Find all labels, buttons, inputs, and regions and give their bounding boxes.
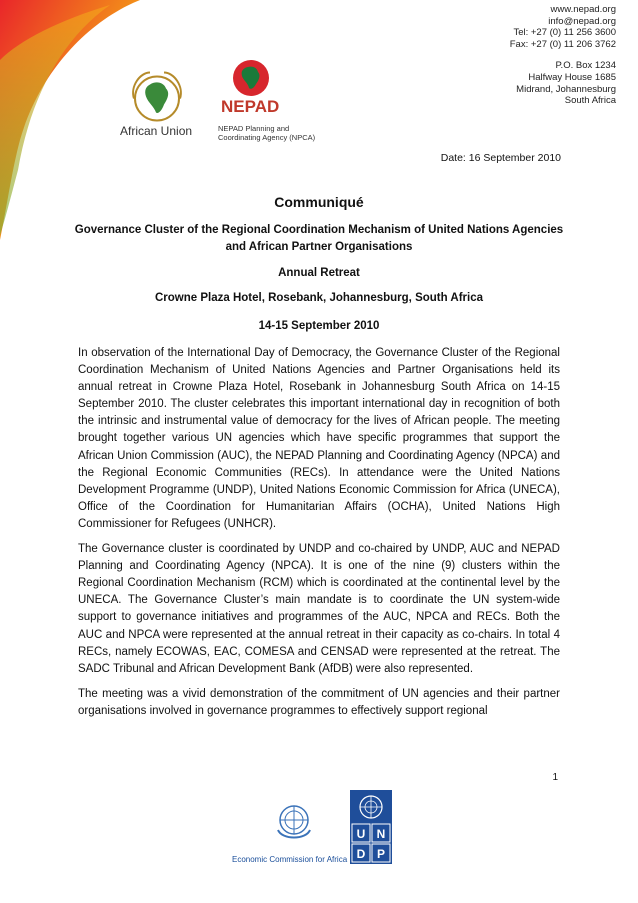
event-dates: 14-15 September 2010 (258, 320, 380, 332)
page-number: 1 (552, 772, 558, 783)
nepad-title: NEPAD (221, 97, 280, 116)
telephone: Tel: +27 (0) 11 256 3600 (513, 27, 616, 39)
event-venue: Crowne Plaza Hotel, Rosebank, Johannesburg, South Africa (154, 292, 484, 304)
undp-letter-d: D (356, 847, 366, 861)
po-box: P.O. Box 1234 (555, 60, 616, 72)
paragraph-2: The Governance cluster is coordinated by UNDP and co-chaired by UNDP, AUC and NEPAD Planning and Coordinating Agency (NPCA). It is one of the nine (9) clusters within the Regional Coordination Mechanism (RCM) which is coordinated at the continental level by the UNECA. The Governance Cluster’s main mandate is to coordinate the UN system-wide support to governance initiatives and programmes of the AUC, NPCA and RECs. Both the AUC and NPCA were represented at the annual retreat in their capacity as co-chairs. In total 4 RECs, namely ECOWAS, EAC, COMESA and CENSAD were represented at the retreat. The SADC Tribunal and African Development Bank (AfDB) were also represented. (78, 543, 560, 675)
undp-letter-u: U (356, 827, 366, 841)
address-line-1: Halfway House 1685 (528, 71, 616, 83)
address-line-2: Midrand, Johannesburg (516, 83, 616, 95)
paragraph-1: In observation of the International Day of Democracy, the Governance Cluster of the Regional Coordination Mechanism of United Nations Agencies and Partner Organisations held its annual retreat in Crowne Plaza Hotel, Rosebank in Johannesburg South Africa on 14-15 September 2010. The cluster celebrates this important international day in recognition of both the intrinsic and instrumental value of democracy for the lives of African people. The meeting brought together various UN agencies which have specific programmes that support the African Union Commission (AUC), the NEPAD Planning and Coordinating Agency (NPCA) and the Regional Economic Communities (RECs). In attendance were the United Nations Development Programme (UNDP), United Nations Economic Commission for Africa (UNECA), Office of the Coordination for Humanitarian Affairs (OCHA), United Nations High Commissioner for Refugees (UNHCR). (78, 347, 560, 530)
nepad-subtitle (218, 124, 318, 142)
fax: Fax: +27 (0) 11 206 3762 (509, 38, 616, 50)
eca-label: Economic Commission for Africa (232, 855, 348, 864)
document-date: Date: 16 September 2010 (440, 152, 561, 164)
un-emblem-icon (272, 800, 316, 844)
nepad-subtitle-line-2: Coordinating Agency (NPCA) (218, 133, 316, 142)
event-name: Annual Retreat (278, 267, 360, 279)
document-title: Communiqué (274, 194, 364, 210)
country: South Africa (564, 95, 616, 107)
website-link[interactable]: www.nepad.org (550, 4, 616, 15)
contact-block (510, 4, 616, 107)
document-body (78, 345, 560, 728)
document-subtitle: Governance Cluster of the Regional Coordination Mechanism of United Nations Agencies and African Partner Organisations (74, 224, 564, 253)
paragraph-3: The meeting was a vivid demonstration of the commitment of UN agencies and their partner organisations involved in governance programmes to effectively support regional (78, 687, 560, 717)
email-link[interactable]: info@nepad.org (548, 15, 616, 27)
undp-letter-n: N (376, 827, 386, 841)
undp-letter-p: P (376, 847, 386, 861)
nepad-subtitle-line-1: NEPAD Planning and (218, 124, 290, 133)
african-union-name: African Union (120, 124, 193, 138)
undp-logo (350, 790, 392, 864)
